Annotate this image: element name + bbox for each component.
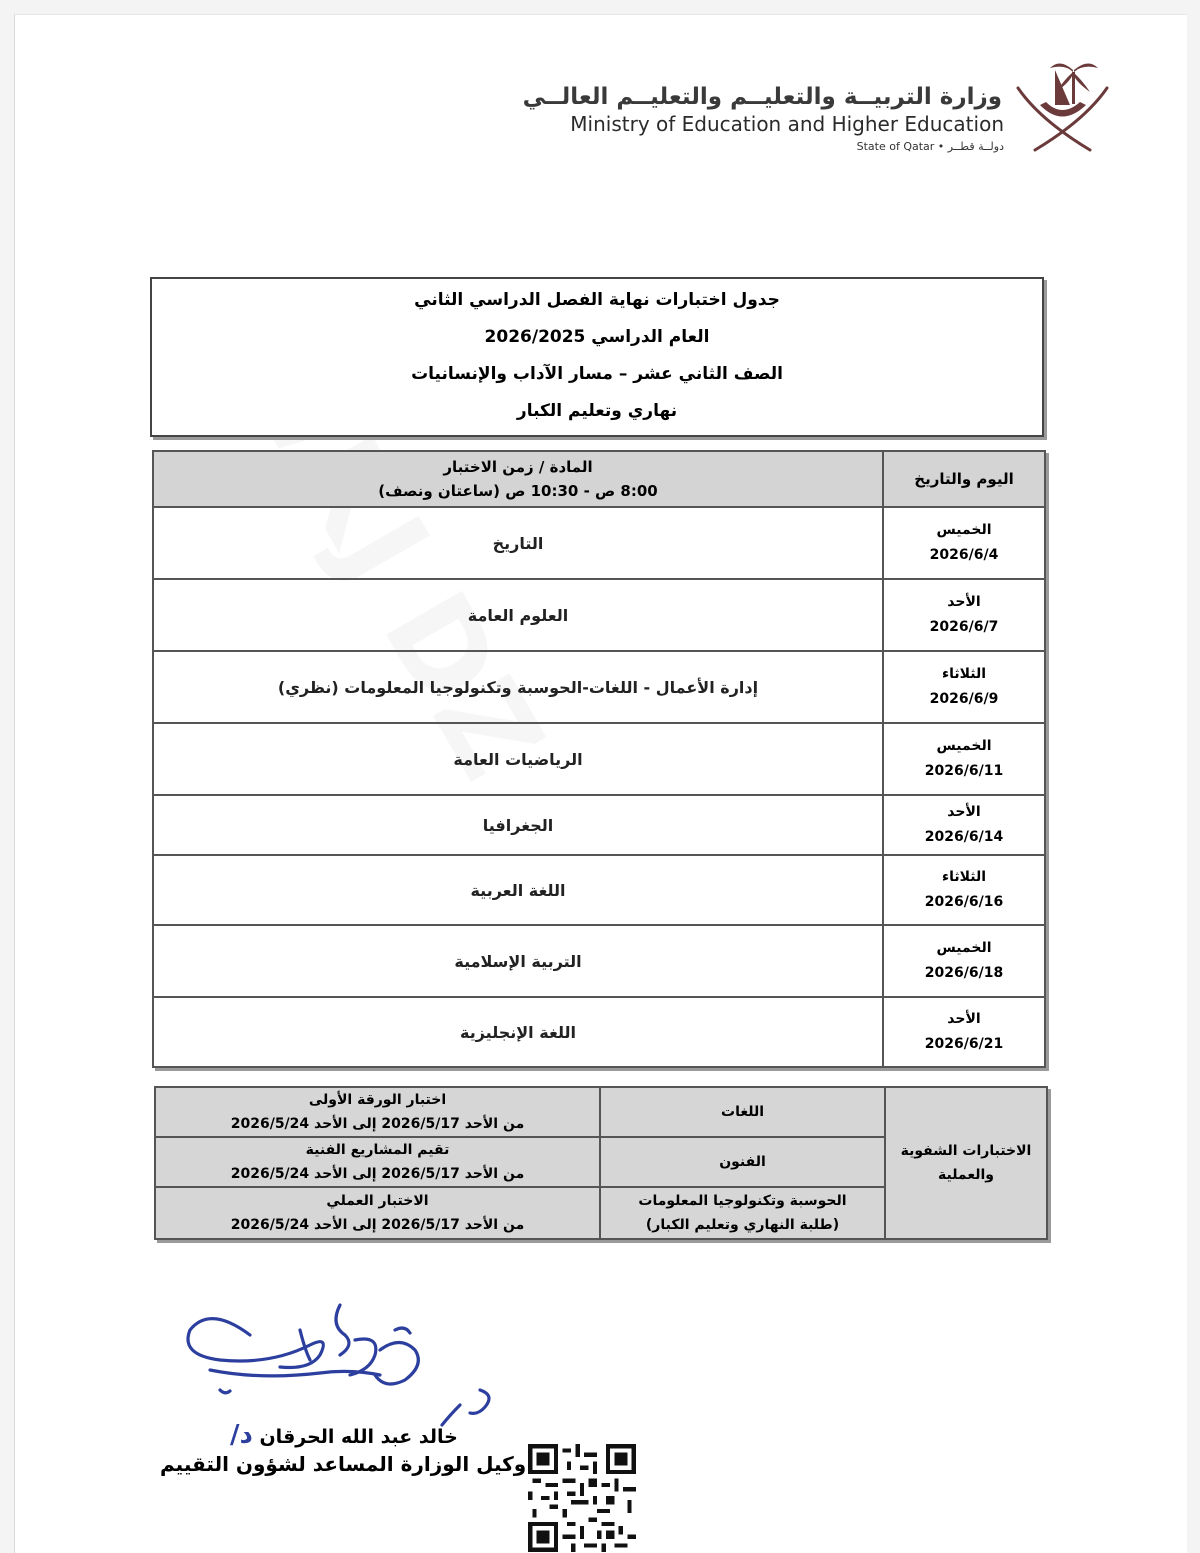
oral-category-name: اللغات [721, 1104, 764, 1120]
row-day-date [883, 795, 1045, 855]
oral-description: الاختبار العملي [326, 1193, 429, 1209]
oral-description: اختبار الورقة الأولى [308, 1092, 447, 1108]
title-line-1: جدول اختبارات نهاية الفصل الدراسي الثاني [414, 290, 780, 310]
row-day-date [883, 855, 1045, 925]
table-row [153, 795, 1045, 855]
row-subject: التربية الإسلامية [153, 925, 883, 997]
header-subject [153, 451, 883, 507]
row-day: الخميس [936, 940, 992, 956]
row-subject: إدارة الأعمال - اللغات-الحوسبة وتكنولوجيا المعلومات (نظري) [153, 651, 883, 723]
table-row [153, 579, 1045, 651]
row-day-date [883, 723, 1045, 795]
signatory-prefix: د/ [230, 1420, 253, 1450]
header-day-date: اليوم والتاريخ [883, 451, 1045, 507]
row-day: الأحد [947, 1011, 981, 1027]
ministry-name-arabic: وزارة التربيــة والتعليــم والتعليــم العالــي [522, 84, 1002, 110]
row-day: الأحد [947, 804, 981, 820]
oral-period: من الأحد 2026/5/17 إلى الأحد 2026/5/24 [230, 1166, 525, 1182]
oral-practical-table [154, 1086, 1048, 1240]
row-date: 2026/6/21 [924, 1036, 1004, 1052]
row-date: 2026/6/11 [924, 763, 1004, 779]
row-day-date [883, 997, 1045, 1067]
row-day-date [883, 579, 1045, 651]
qatar-emblem-icon [1010, 50, 1115, 158]
oral-description: تقيم المشاريع الفنية [305, 1142, 450, 1158]
oral-details [155, 1087, 600, 1137]
table-row [153, 925, 1045, 997]
header-exam-time: 8:00 ص - 10:30 ص (ساعتان ونصف) [378, 482, 658, 500]
oral-details [155, 1137, 600, 1187]
row-subject: الجغرافيا [153, 795, 883, 855]
signatory-name [230, 1420, 458, 1450]
table-row [153, 651, 1045, 723]
table-row [153, 997, 1045, 1067]
signatory-name-text: خالد عبد الله الحرقان [259, 1426, 458, 1448]
row-date: 2026/6/14 [924, 829, 1004, 845]
row-date: 2026/6/16 [924, 894, 1004, 910]
row-day-date [883, 925, 1045, 997]
oral-category-name: الفنون [719, 1154, 766, 1170]
row-day-date [883, 651, 1045, 723]
row-date: 2026/6/18 [924, 965, 1004, 981]
oral-category-note: (طلبة النهاري وتعليم الكبار) [645, 1217, 840, 1233]
table-row [153, 507, 1045, 579]
oral-category-name: الحوسبة وتكنولوجيا المعلومات [638, 1193, 847, 1209]
schedule-header-row [153, 451, 1045, 507]
row-day: الخميس [936, 738, 992, 754]
exam-schedule-table [152, 450, 1046, 1068]
row-date: 2026/6/9 [929, 691, 999, 707]
oral-practical-label: الاختبارات الشفوية والعملية [885, 1087, 1047, 1239]
qr-code-icon [528, 1444, 636, 1552]
oral-period: من الأحد 2026/5/17 إلى الأحد 2026/5/24 [230, 1217, 525, 1233]
row-subject: العلوم العامة [153, 579, 883, 651]
row-subject: اللغة الإنجليزية [153, 997, 883, 1067]
title-box [150, 277, 1044, 437]
handwritten-signature [180, 1295, 510, 1435]
title-line-2: العام الدراسي 2026/2025 [484, 327, 710, 347]
oral-period: من الأحد 2026/5/17 إلى الأحد 2026/5/24 [230, 1116, 525, 1132]
table-row [155, 1087, 1047, 1137]
row-day: الخميس [936, 522, 992, 538]
oral-details [155, 1187, 600, 1239]
oral-category [600, 1137, 885, 1187]
oral-category [600, 1087, 885, 1137]
row-date: 2026/6/7 [929, 619, 999, 635]
row-day: الثلاثاء [941, 869, 987, 885]
row-subject: التاريخ [153, 507, 883, 579]
row-subject: الرياضيات العامة [153, 723, 883, 795]
row-date: 2026/6/4 [929, 547, 999, 563]
oral-category [600, 1187, 885, 1239]
table-row [153, 855, 1045, 925]
state-label: State of Qatar • دولــة قطــر [856, 140, 1004, 153]
ministry-name-english: Ministry of Education and Higher Education [570, 112, 1004, 136]
row-subject: اللغة العربية [153, 855, 883, 925]
row-day: الثلاثاء [941, 666, 987, 682]
header-subject-label: المادة / زمن الاختبار [443, 458, 593, 476]
title-line-3: الصف الثاني عشر – مسار الآداب والإنسانيات [411, 364, 783, 384]
title-line-4: نهاري وتعليم الكبار [516, 401, 678, 421]
row-day: الأحد [947, 594, 981, 610]
row-day-date [883, 507, 1045, 579]
table-row [153, 723, 1045, 795]
signatory-title: وكيل الوزارة المساعد لشؤون التقييم [160, 1452, 527, 1476]
